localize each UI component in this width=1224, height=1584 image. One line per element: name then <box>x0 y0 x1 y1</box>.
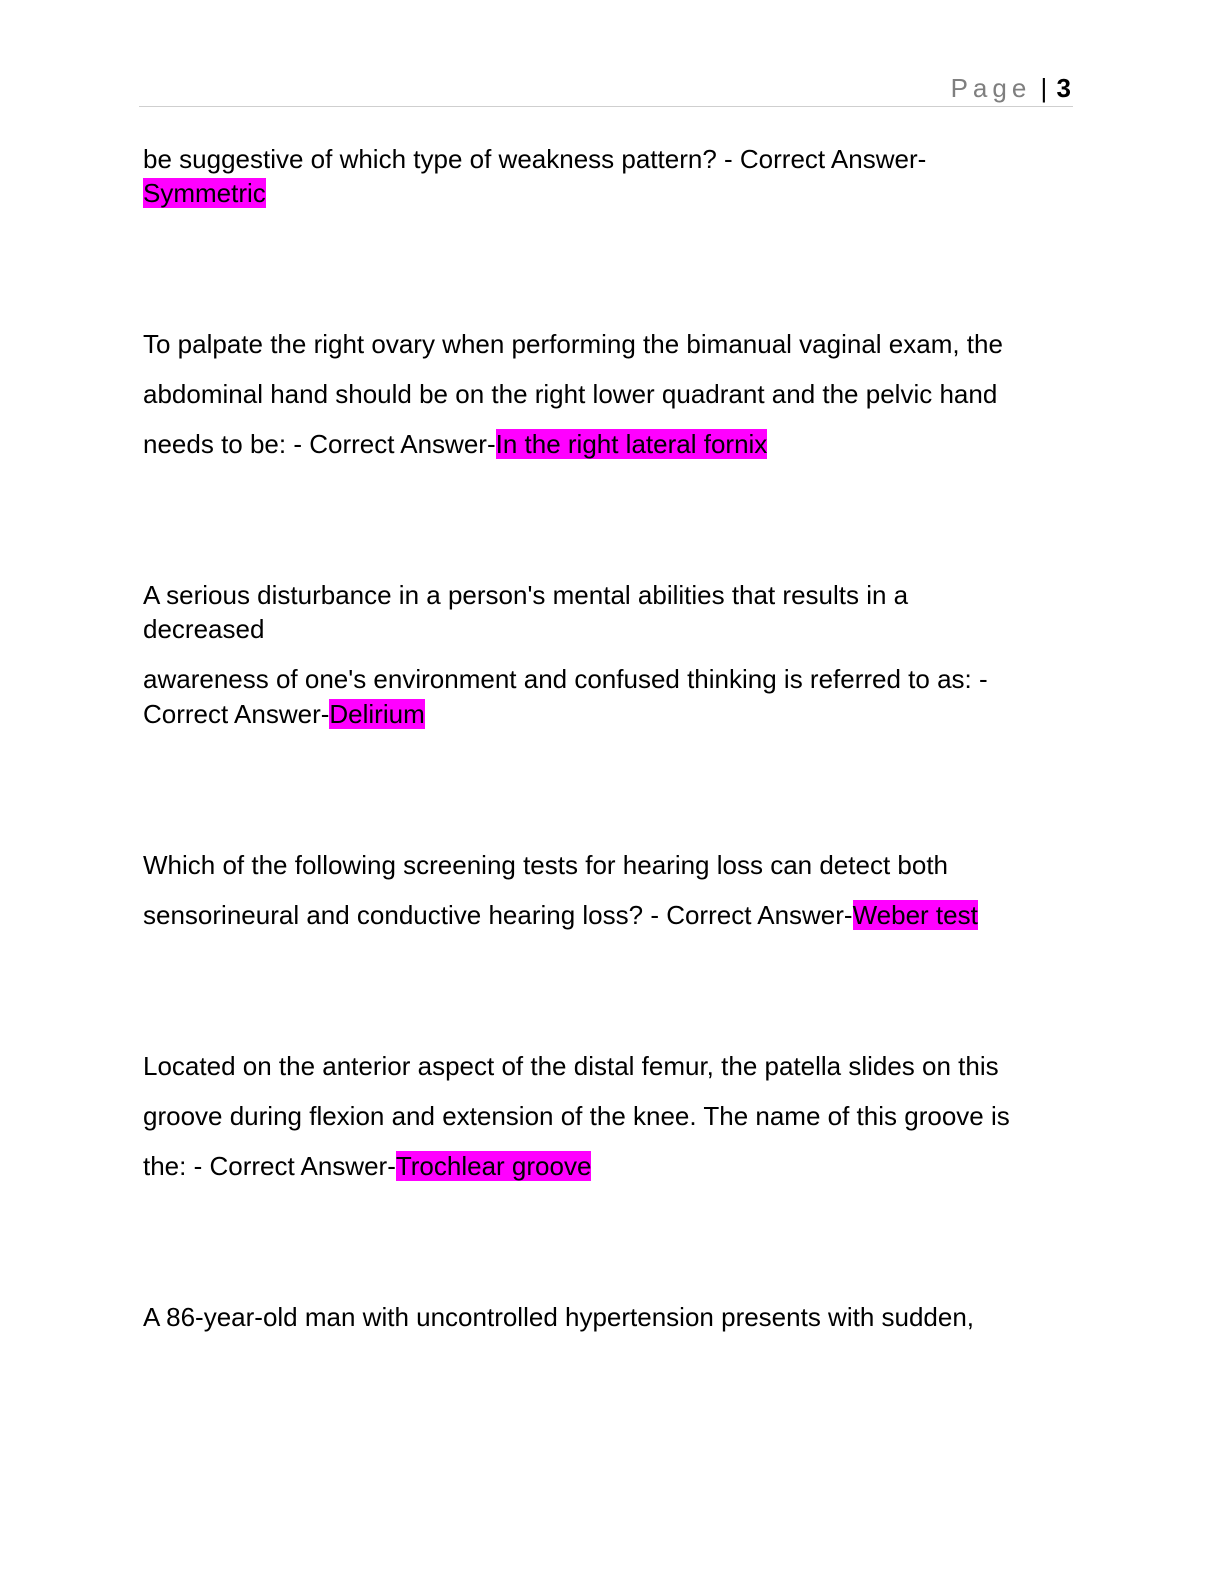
question-text: Located on the anterior aspect of the distal femur, the patella slides on this <box>143 1051 999 1081</box>
text-line <box>143 848 948 882</box>
correct-answer-highlight: Symmetric <box>143 178 266 208</box>
question-text: the: - Correct Answer- <box>143 1151 396 1181</box>
text-line <box>143 142 926 176</box>
question-text: abdominal hand should be on the right lower quadrant and the pelvic hand <box>143 379 998 409</box>
text-line <box>143 612 264 646</box>
correct-answer-highlight: Trochlear groove <box>395 1151 592 1181</box>
question-text: To palpate the right ovary when performing the bimanual vaginal exam, the <box>143 329 1003 359</box>
question-text: A 86-year-old man with uncontrolled hypertension presents with sudden, <box>143 1302 975 1332</box>
correct-answer-highlight: Delirium <box>329 699 425 729</box>
text-line <box>143 697 425 731</box>
text-line <box>143 578 908 612</box>
text-line <box>143 1300 974 1334</box>
page-header <box>139 72 1073 107</box>
question-text: A serious disturbance in a person's mental abilities that results in a <box>143 580 909 610</box>
question-text: awareness of one's environment and confused thinking is referred to as: - <box>143 664 988 694</box>
page-number-label <box>951 72 1071 104</box>
text-line <box>143 1099 1010 1133</box>
page-number: 3 <box>1056 73 1071 103</box>
question-text: Correct Answer- <box>143 699 330 729</box>
question-text: be suggestive of which type of weakness pattern? - Correct Answer- <box>143 144 927 174</box>
correct-answer-highlight: Weber test <box>852 900 978 930</box>
question-text: decreased <box>143 614 265 644</box>
text-line <box>143 427 767 461</box>
text-line <box>143 377 997 411</box>
question-text: Which of the following screening tests for hearing loss can detect both <box>143 850 948 880</box>
text-line <box>143 327 1003 361</box>
text-line <box>143 176 266 210</box>
page-word: Page <box>950 73 1032 103</box>
correct-answer-highlight: In the right lateral fornix <box>495 429 768 459</box>
question-text: needs to be: - Correct Answer- <box>143 429 496 459</box>
question-text: groove during flexion and extension of the knee. The name of this groove is <box>143 1101 1010 1131</box>
page-separator: | <box>1040 73 1048 103</box>
text-line <box>143 662 988 696</box>
text-line <box>143 1149 591 1183</box>
text-line <box>143 898 978 932</box>
text-line <box>143 1049 999 1083</box>
question-text: sensorineural and conductive hearing loss? - Correct Answer- <box>143 900 853 930</box>
